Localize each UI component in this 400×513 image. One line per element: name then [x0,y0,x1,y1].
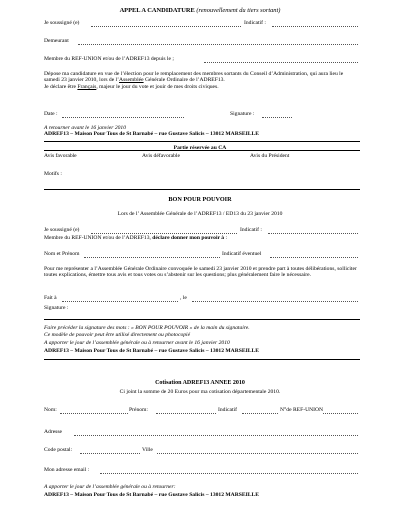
field-name[interactable] [91,21,241,27]
depose-underline: Assemblée [119,77,144,84]
label-nref-3: N°de REF-UNION [280,407,324,413]
field-signature[interactable] [262,112,292,118]
section-divider-1 [44,189,360,190]
label-signature: Signature : [230,111,255,117]
field-demeurant[interactable] [78,39,358,45]
ca-top-border [44,141,360,142]
field-code-postal[interactable] [80,448,140,454]
label-prenom-3: Prénom: [129,407,148,413]
declare-underline: Français [77,83,97,90]
membre-2-end: : [224,235,228,241]
label-indicatif-2: Indicatif : [240,227,262,233]
label-demeurant: Demeurant [44,38,69,44]
field-adresse-3[interactable] [74,430,358,436]
ca-col3: Avis du Président [250,153,290,159]
label-soussigne: Je soussigné (e) [44,20,80,26]
field-nom-prenom[interactable] [84,252,220,258]
section2-title: BON POUR POUVOIR [168,196,232,203]
field-nom-3[interactable] [60,408,128,414]
depose-end: Générale Ordinaire de l’ADREF13. [143,77,225,84]
label-date: Date : [44,111,58,117]
ca-col2: Avis défavorable [142,153,180,159]
label-code-postal: Code postal: [44,447,73,453]
label-indicatif: Indicatif : [244,20,266,26]
membre-2-text: Membre du REF-UNION et/ou de l’ADREF13, [44,235,151,241]
field-indicatif[interactable] [272,21,358,27]
label-signature-2: Signature : [44,305,69,311]
section3-subtitle: Ci joint la somme de 20 Euros pour ma cotisation départementale 2010. [119,389,281,395]
note3: A apporter le jour de l’assemblée générale ou à retourner avant le 16 janvier 2010 [44,340,230,346]
ca-col1: Avis favorable [44,153,77,159]
ca-title-rule [44,150,360,151]
field-nref-3[interactable] [323,408,358,414]
label-le: , le [180,295,187,301]
section3-title: Cotisation ADREF13 ANNEE 2010 [155,380,245,386]
field-date[interactable] [62,112,184,118]
label-email: Mon adresse email : [44,467,90,473]
field-fait-a[interactable] [62,296,178,302]
field-email[interactable] [100,468,358,474]
section-divider-2 [44,319,360,320]
field-le[interactable] [192,296,358,302]
subtitle-text: (renouvellement du tiers sortant) [196,7,281,14]
label-adresse-3: Adresse [44,429,63,435]
ca-title: Partie réservée au CA [173,145,227,151]
retourner-text: A retourner avant le 16 janvier 2010 [44,125,127,131]
field-name-2[interactable] [91,228,237,234]
ca-motifs: Motifs : [44,171,62,177]
note1: Faire précéder la signature des mots : « BON POUR POUVOIR » de la main du signataire. [44,325,250,331]
address-3: ADREF13 – Maison Pour Tous de St Barnabé – rue Gustave Salicis – 13012 MARSEILLE [44,492,259,498]
note2: Ce modèle de pouvoir peut être utilisé directement ou photocopié [44,332,191,338]
label-membre: Membre du REF-UNION et/ou de l’ADREF13 depuis le ; [44,56,174,62]
address-2: ADREF13 – Maison Pour Tous de St Barnabé – rue Gustave Salicis – 13012 MARSEILLE [44,348,259,354]
label-indicatif-eventuel: Indicatif éventuel [222,251,262,257]
label-nom-3: Nom: [44,407,57,413]
field-indicatif-eventuel[interactable] [270,252,358,258]
declare-post: , majeur le jour du vote et jouir de mes droits civiques. [96,83,219,90]
section2-subtitle: Lors de l’ Assemblée Générale de l’ADREF13 / ED13 du 23 janvier 2010 [117,211,283,217]
label-ville: Ville [142,447,153,453]
field-indicatif-2[interactable] [268,228,358,234]
membre-2-bold: déclare donner mon pouvoir à [152,235,225,241]
label-soussigne-2: Je soussigné (e) [44,227,80,233]
represent-paragraph: Pour me représenter a l’Assemblée Générale Ordinaire convoquée le samedi 23 janvier 2010 et prendre part à toutes délibérations, solliciter toutes explications, émettre tous avis et tous votes ou s’abstenir sur les questions; plus généralement faire le nécessaire. [44,266,357,279]
title-text: APPEL A CANDIDATURE [119,7,195,14]
declare-pre: Je déclare être [44,83,78,90]
section1-title [0,8,400,14]
field-membre-depuis[interactable] [204,57,358,63]
depose-paragraph [44,71,360,90]
label-nom-prenom: Nom et Prénom [44,251,80,257]
apporter-text: A apporter le jour de l’assemblée générale ou à retourner: [44,484,176,490]
field-indicatif-3[interactable] [242,408,278,414]
section-divider-3 [44,359,360,360]
label-fait: Fait à [44,295,57,301]
label-indicatif-3: Indicatif [218,407,237,413]
membre-2-line [44,236,227,242]
depose-text: Dépose ma candidature en vue de l’élection pour le remplacement des membres sortants du Conseil d’Administration, qui aura lieu le samedi 23 janvier 2010, lors de l’ [44,71,344,84]
field-prenom-3[interactable] [156,408,216,414]
address-1: ADREF13 – Maison Pour Tous de St Barnabé – rue Gustave Salicis – 13012 MARSEILLE [44,131,259,137]
field-ville[interactable] [157,448,358,454]
